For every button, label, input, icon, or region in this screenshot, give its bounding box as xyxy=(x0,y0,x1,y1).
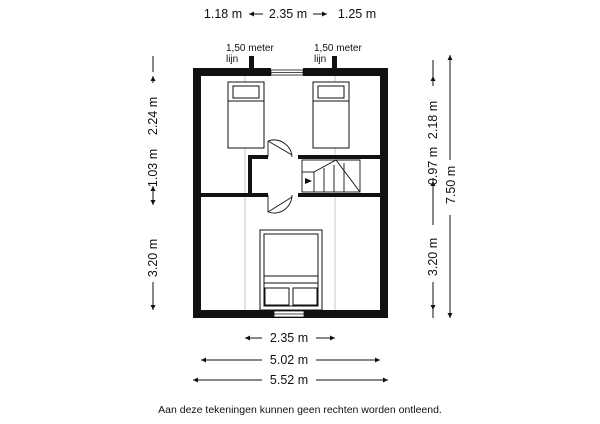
stair-door-upper xyxy=(268,140,292,157)
dim-top-middle: 2.35 m xyxy=(268,7,308,21)
single-bed-right xyxy=(313,82,349,148)
stair-enclosure-walls xyxy=(201,155,384,197)
height-line-marker-right xyxy=(332,56,337,70)
dim-left-upper: 2.24 m xyxy=(146,96,160,136)
dim-bottom-total: 5.52 m xyxy=(269,373,309,387)
dim-right-total: 7.50 m xyxy=(444,165,458,205)
height-line-label-left-2: lijn xyxy=(226,54,239,65)
double-bed xyxy=(260,230,322,310)
dim-top-right: 1.25 m xyxy=(337,7,377,21)
dim-top-left: 1.18 m xyxy=(203,7,243,21)
dim-right-upper: 2.18 m xyxy=(426,100,440,140)
dim-left-middle: 1.03 m xyxy=(146,148,160,188)
dim-right-lower: 3.20 m xyxy=(426,237,440,277)
dim-bottom-interior: 5.02 m xyxy=(269,353,309,367)
disclaimer-text: Aan deze tekeningen kunnen geen rechten worden ontleend. xyxy=(158,404,442,416)
dim-left-lower: 3.20 m xyxy=(146,238,160,278)
bottom-window xyxy=(274,311,304,317)
top-window xyxy=(271,70,303,75)
dim-right-middle: 0.97 m xyxy=(426,146,440,186)
height-line-label-right: 1,50 meter xyxy=(314,43,362,54)
staircase xyxy=(302,160,360,192)
height-line-label-right-2: lijn xyxy=(314,54,327,65)
stair-door-lower xyxy=(268,195,292,213)
height-line-label-left: 1,50 meter xyxy=(226,43,274,54)
dim-bottom-inner: 2.35 m xyxy=(269,331,309,345)
single-bed-left xyxy=(228,82,264,148)
height-line-marker-left xyxy=(249,56,254,70)
